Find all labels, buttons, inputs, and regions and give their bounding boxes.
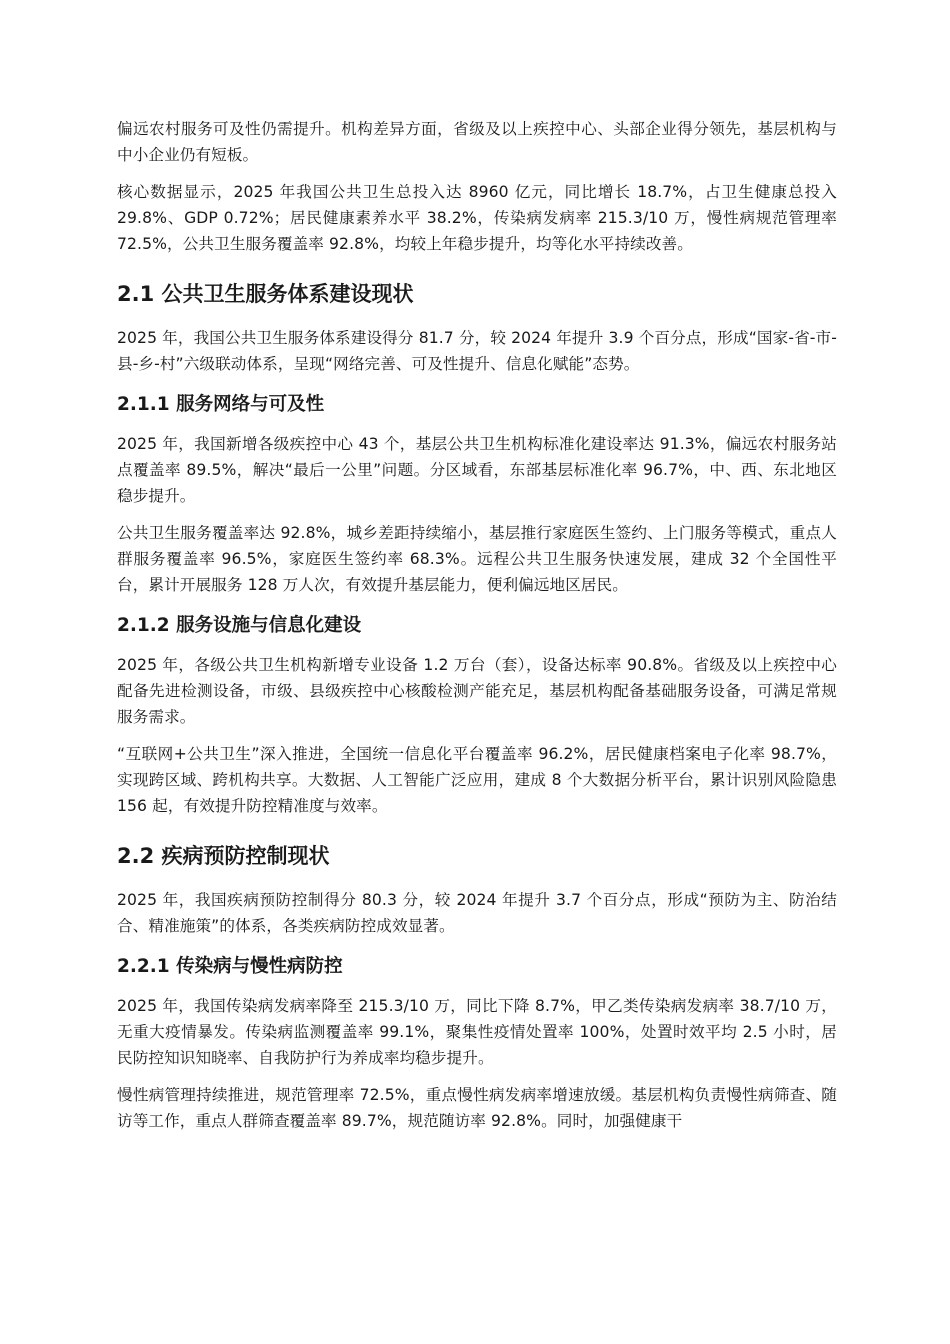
section-2-1-1-paragraph-2: 公共卫生服务覆盖率达 92.8%，城乡差距持续缩小，基层推行家庭医生签约、上门服务等模式，重点人群服务覆盖率 96.5%，家庭医生签约率 68.3%。远程公共卫生服务快速发展，建成 32 个全国性平台，累计开展服务 128 万人次，有效提升基层能力，便利偏远地区居民。	[117, 524, 837, 594]
section-2-2-1-paragraph-2: 慢性病管理持续推进，规范管理率 72.5%，重点慢性病发病率增速放缓。基层机构负责慢性病筛查、随访等工作，重点人群筛查覆盖率 89.7%，规范随访率 92.8%。同时，加强健康干	[117, 1086, 837, 1130]
intro-paragraph-1: 偏远农村服务可及性仍需提升。机构差异方面，省级及以上疾控中心、头部企业得分领先，基层机构与中小企业仍有短板。	[117, 120, 837, 164]
section-2-1-paragraph-1: 2025 年，我国公共卫生服务体系建设得分 81.7 分，较 2024 年提升 3.9 个百分点，形成“国家-省-市-县-乡-村”六级联动体系，呈现“网络完善、可及性提升、信息化赋能”态势。	[117, 329, 837, 373]
section-2-1-2-heading: 2.1.2 服务设施与信息化建设	[117, 615, 362, 636]
document-body	[117, 116, 837, 1145]
intro-paragraph-2: 核心数据显示，2025 年我国公共卫生总投入达 8960 亿元，同比增长 18.7%，占卫生健康总投入 29.8%、GDP 0.72%；居民健康素养水平 38.2%，传染病发病率 215.3/10 万，慢性病规范管理率 72.5%，公共卫生服务覆盖率 92.8%，均较上年稳步提升，均等化水平持续改善。	[117, 183, 837, 253]
section-2-2-1-heading: 2.2.1 传染病与慢性病防控	[117, 956, 343, 977]
section-2-2-1-paragraph-1: 2025 年，我国传染病发病率降至 215.3/10 万，同比下降 8.7%，甲乙类传染病发病率 38.7/10 万，无重大疫情暴发。传染病监测覆盖率 99.1%，聚集性疫情处置率 100%，处置时效平均 2.5 小时，居民防控知识知晓率、自我防护行为养成率均稳步提升。	[117, 997, 837, 1067]
section-2-2-paragraph-1: 2025 年，我国疾病预防控制得分 80.3 分，较 2024 年提升 3.7 个百分点，形成“预防为主、防治结合、精准施策”的体系，各类疾病防控成效显著。	[117, 891, 837, 935]
section-2-2-heading: 2.2 疾病预防控制现状	[117, 844, 330, 868]
section-2-1-2-paragraph-1: 2025 年，各级公共卫生机构新增专业设备 1.2 万台（套），设备达标率 90.8%。省级及以上疾控中心配备先进检测设备，市级、县级疾控中心核酸检测产能充足，基层机构配备基础服务设备，可满足常规服务需求。	[117, 656, 837, 726]
section-2-1-1-paragraph-1: 2025 年，我国新增各级疾控中心 43 个，基层公共卫生机构标准化建设率达 91.3%，偏远农村服务站点覆盖率 89.5%，解决“最后一公里”问题。分区域看，东部基层标准化率 96.7%，中、西、东北地区稳步提升。	[117, 435, 837, 505]
section-2-1-heading: 2.1 公共卫生服务体系建设现状	[117, 282, 414, 306]
section-2-1-1-heading: 2.1.1 服务网络与可及性	[117, 394, 325, 415]
section-2-1-2-paragraph-2: “互联网+公共卫生”深入推进，全国统一信息化平台覆盖率 96.2%，居民健康档案电子化率 98.7%，实现跨区域、跨机构共享。大数据、人工智能广泛应用，建成 8 个大数据分析平台，累计识别风险隐患 156 起，有效提升防控精准度与效率。	[117, 745, 837, 815]
